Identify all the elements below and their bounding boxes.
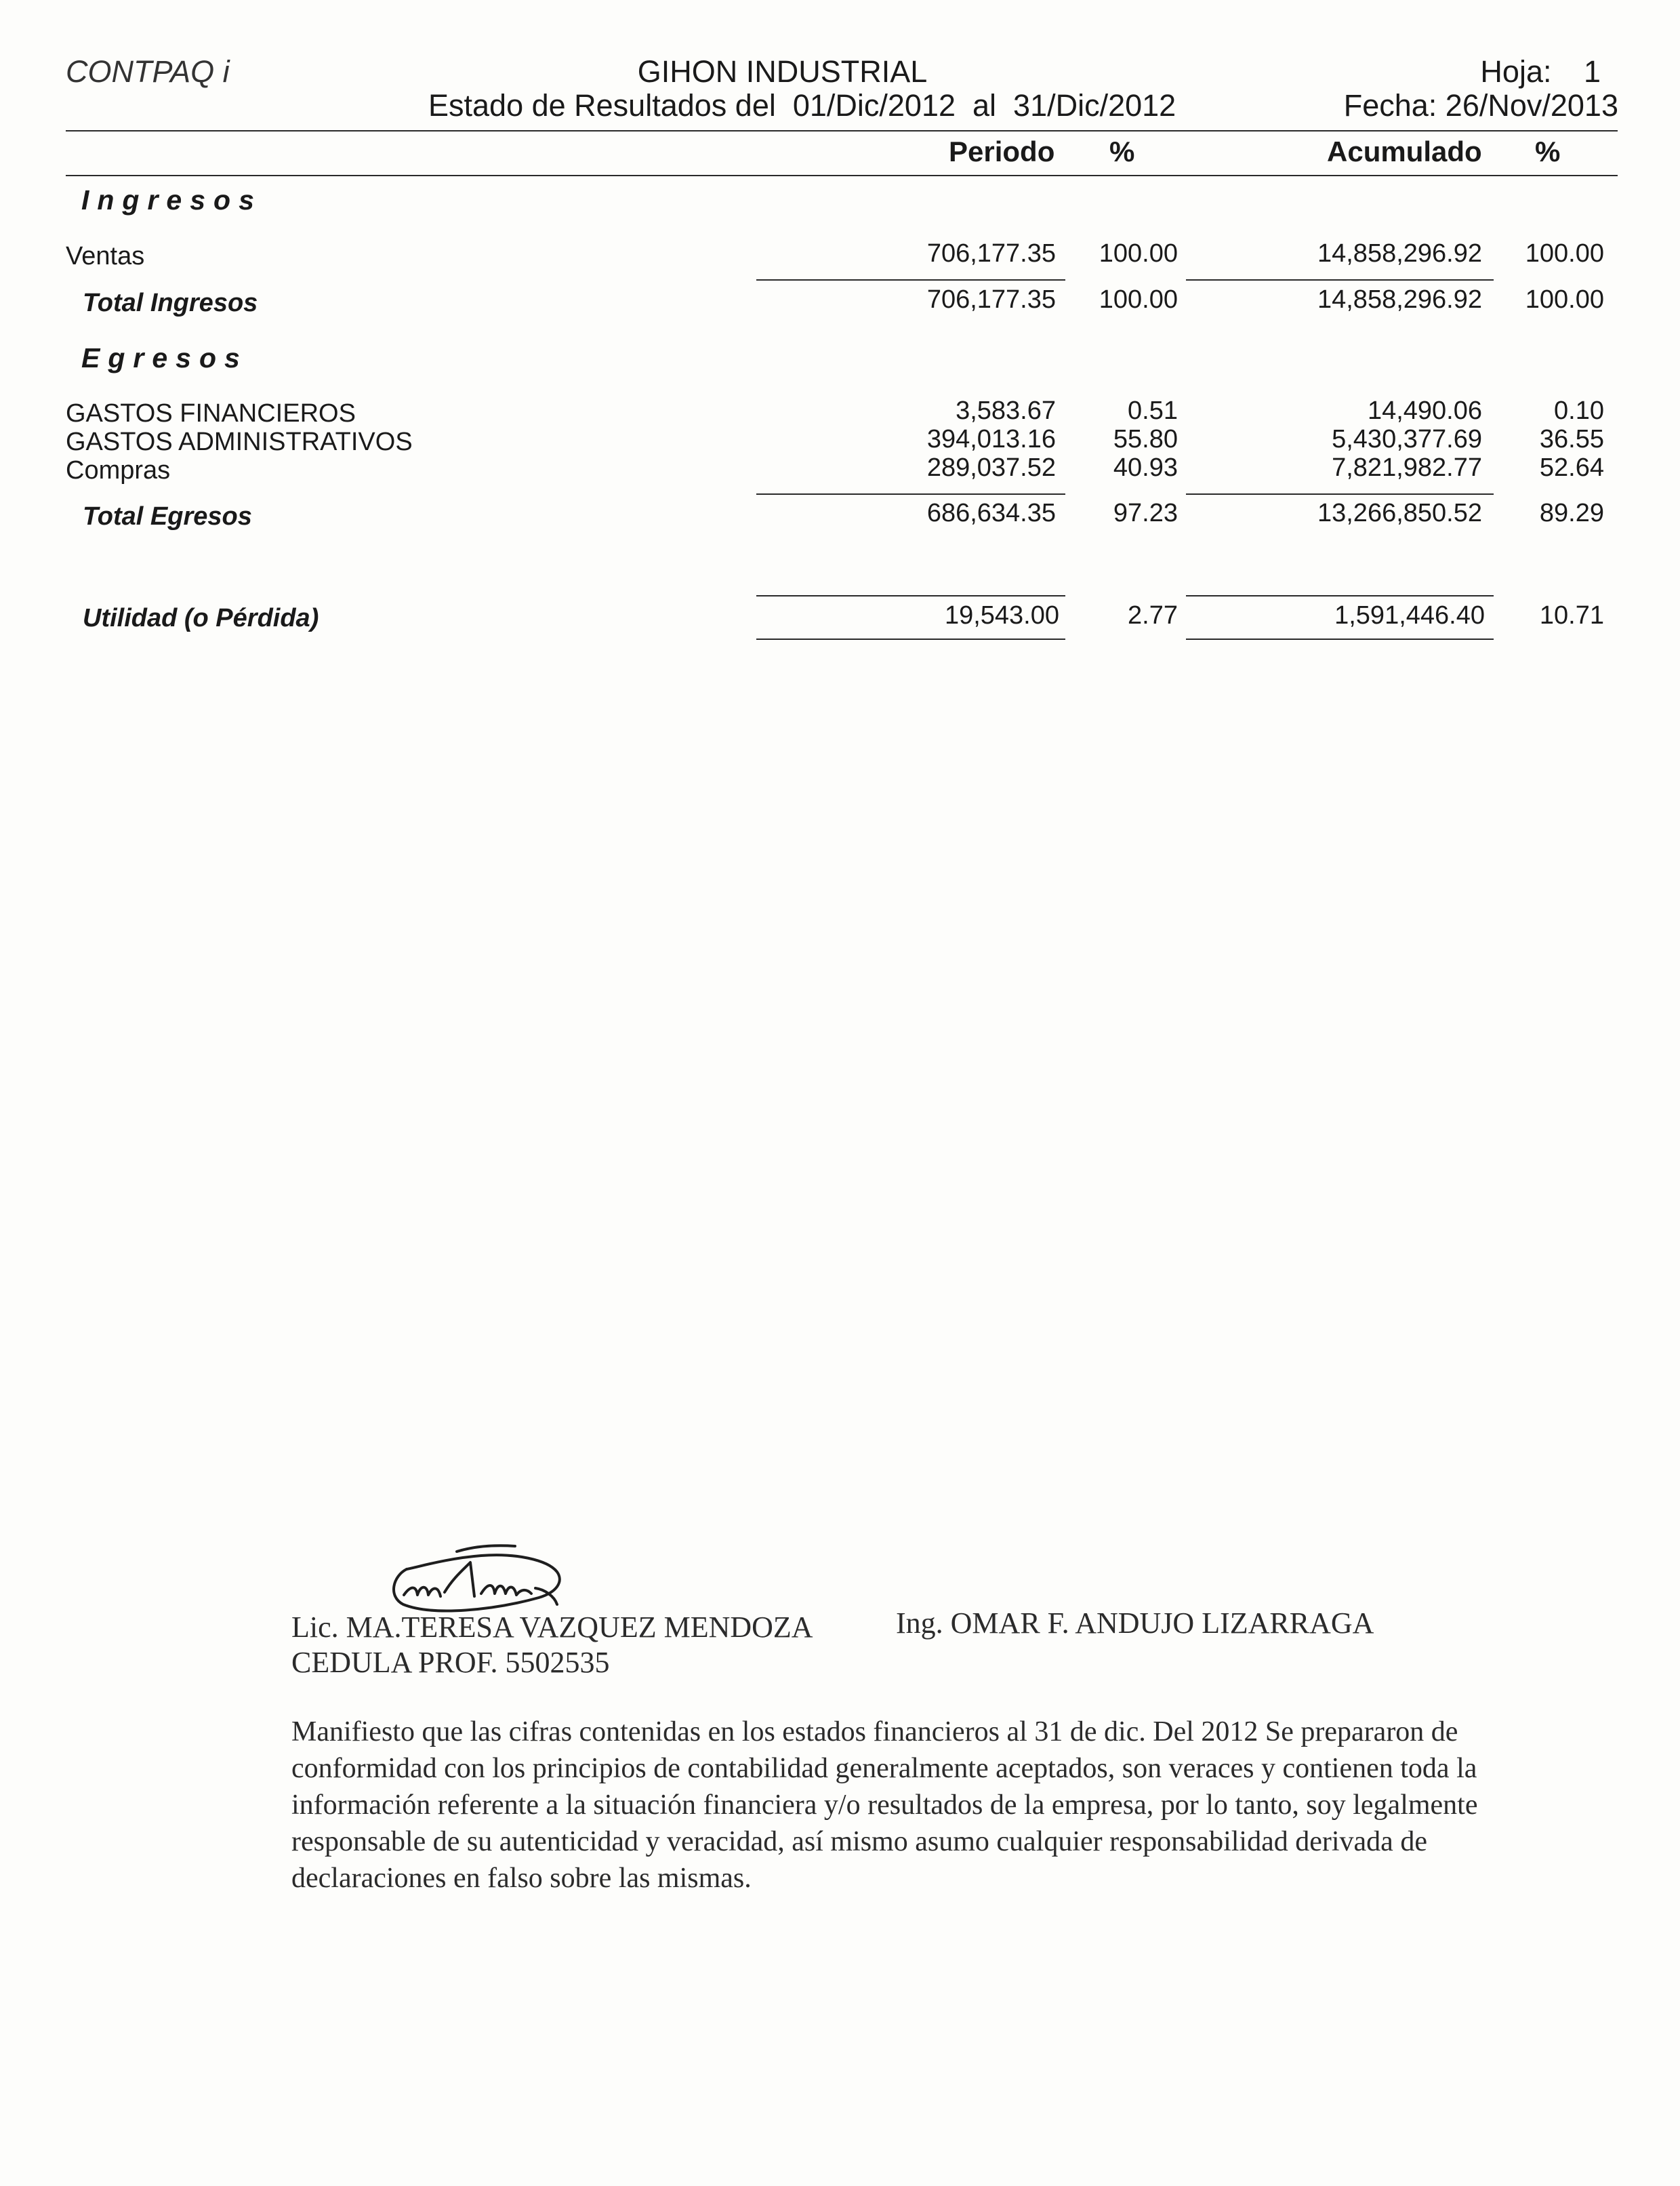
subtotal-rule-periodo — [756, 493, 1065, 495]
utilidad-bottom-rule-periodo — [756, 639, 1065, 640]
signer1-name: Lic. MA.TERESA VAZQUEZ MENDOZA — [291, 1611, 813, 1644]
declaration-paragraph: Manifiesto que las cifras contenidas en los estados financieros al 31 de dic. Del 2012 Se prepararon de conformidad con los principios de contabilidad generalmente aceptados, son veraces y contienen toda la información referente a la situación financiera y/o resultados de la empresa, por lo tanto, soy legalmente responsable de su autenticidad y veracidad, así mismo asumo cualquier responsabilidad derivada de declaraciones en falso sobre las mismas. — [291, 1716, 1478, 1894]
row-acumulado-pct: 52.64 — [1539, 453, 1604, 482]
date-label: Fecha: — [1343, 88, 1437, 123]
col-acumulado: Acumulado — [1327, 136, 1482, 167]
row-periodo-pct: 100.00 — [1099, 239, 1178, 268]
row-label: Ventas — [66, 242, 145, 270]
section-egresos-heading: Egresos — [81, 342, 248, 373]
software-name: CONTPAQ i — [66, 54, 230, 89]
row-label: GASTOS FINANCIEROS — [66, 399, 356, 428]
sheet-number: 1 — [1583, 54, 1601, 89]
col-periodo-pct: % — [1109, 136, 1135, 167]
sheet-info — [1480, 54, 1601, 89]
row-periodo-pct: 55.80 — [1113, 425, 1178, 453]
subtotal-rule-acumulado — [1186, 279, 1494, 281]
signer1-cedula: CEDULA PROF. 5502535 — [291, 1646, 610, 1679]
row-periodo-pct: 40.93 — [1113, 453, 1178, 482]
total-ingresos-acumulado-pct: 100.00 — [1525, 285, 1604, 314]
total-egresos-label: Total Egresos — [83, 502, 252, 531]
row-periodo: 706,177.35 — [926, 239, 1056, 268]
row-periodo: 289,037.52 — [926, 453, 1056, 482]
date-value: 26/Nov/2013 — [1445, 88, 1618, 123]
col-acumulado-pct: % — [1535, 136, 1561, 167]
utilidad-acumulado-pct: 10.71 — [1539, 601, 1604, 630]
sheet-label: Hoja: — [1480, 54, 1552, 89]
report-date — [1344, 88, 1618, 123]
utilidad-label: Utilidad (o Pérdida) — [83, 604, 319, 632]
row-acumulado-pct: 100.00 — [1525, 239, 1604, 268]
subtotal-rule-acumulado — [1186, 493, 1494, 495]
row-label: Compras — [66, 456, 171, 485]
total-egresos-acumulado-pct: 89.29 — [1539, 499, 1604, 527]
total-egresos-periodo: 686,634.35 — [926, 499, 1056, 527]
signer2-name: Ing. OMAR F. ANDUJO LIZARRAGA — [896, 1606, 1374, 1640]
column-header-rule — [66, 175, 1618, 176]
utilidad-acumulado: 1,591,446.40 — [1334, 601, 1485, 630]
utilidad-top-rule-periodo — [756, 595, 1065, 596]
total-egresos-periodo-pct: 97.23 — [1113, 499, 1178, 527]
row-acumulado: 5,430,377.69 — [1332, 425, 1482, 453]
row-periodo: 394,013.16 — [926, 425, 1056, 453]
report-title: Estado de Resultados del 01/Dic/2012 al 31/Dic/2012 — [428, 88, 1176, 123]
utilidad-bottom-rule-acumulado — [1186, 639, 1494, 640]
header-rule — [66, 130, 1618, 131]
utilidad-top-rule-acumulado — [1186, 595, 1494, 596]
row-acumulado: 14,858,296.92 — [1317, 239, 1482, 268]
utilidad-periodo: 19,543.00 — [944, 601, 1059, 630]
row-periodo-pct: 0.51 — [1128, 397, 1178, 425]
total-egresos-acumulado: 13,266,850.52 — [1317, 499, 1482, 527]
row-acumulado-pct: 36.55 — [1539, 425, 1604, 453]
section-ingresos-heading: Ingresos — [81, 184, 262, 216]
total-ingresos-periodo-pct: 100.00 — [1099, 285, 1178, 314]
company-name — [0, 54, 1680, 89]
row-acumulado-pct: 0.10 — [1554, 397, 1604, 425]
company-name-text: GIHON INDUSTRIAL — [637, 54, 928, 89]
row-periodo: 3,583.67 — [956, 397, 1056, 425]
row-acumulado: 14,490.06 — [1367, 397, 1482, 425]
row-label: GASTOS ADMINISTRATIVOS — [66, 428, 413, 456]
col-periodo: Periodo — [949, 136, 1055, 167]
subtotal-rule-periodo — [756, 279, 1065, 281]
total-ingresos-label: Total Ingresos — [83, 289, 258, 317]
total-ingresos-periodo: 706,177.35 — [926, 285, 1056, 314]
row-acumulado: 7,821,982.77 — [1332, 453, 1482, 482]
total-ingresos-acumulado: 14,858,296.92 — [1317, 285, 1482, 314]
utilidad-periodo-pct: 2.77 — [1128, 601, 1178, 630]
